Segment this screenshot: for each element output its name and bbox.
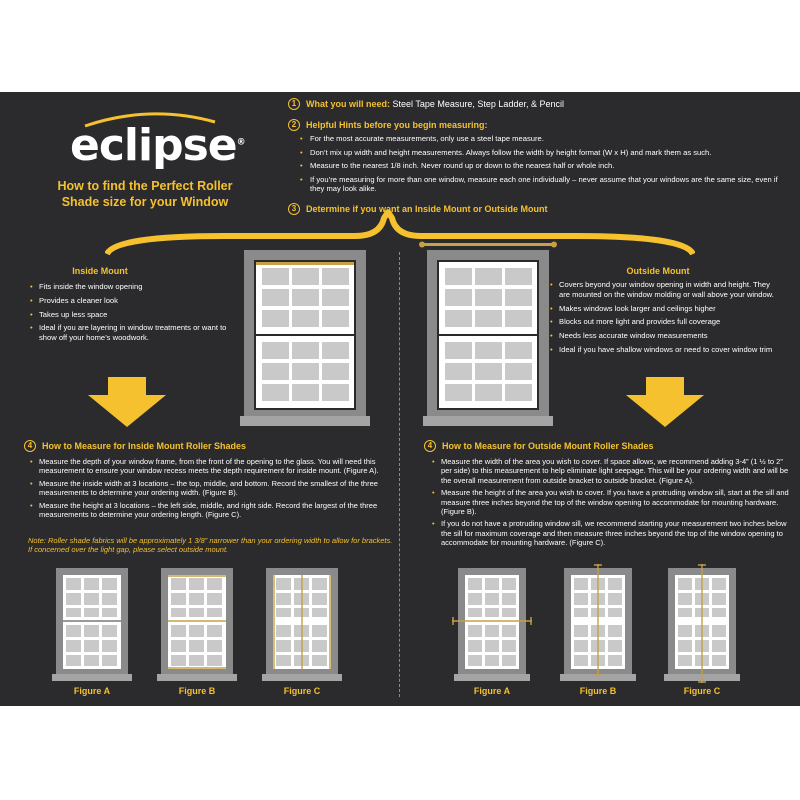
figure-b-label: Figure B bbox=[178, 686, 216, 696]
list-item: • Provides a cleaner look bbox=[30, 296, 230, 306]
inside-mount-benefits bbox=[30, 282, 230, 347]
step-number: 2 bbox=[288, 119, 300, 131]
list-item: • Measure the width of the area you wish to cover. If space allows, we recommend adding 3-4” (1 ½ to 2” per side) to this measurement to help eliminate light seepage. This will be your ordering width and will be the overall measurement from outside bracket to outside bracket. (Figure A). bbox=[432, 457, 792, 485]
title-line-1: How to find the Perfect Roller bbox=[57, 179, 233, 193]
step-label: Determine if you want an Inside Mount or Outside Mount bbox=[306, 204, 548, 214]
brand-logo bbox=[70, 120, 246, 171]
figure-c-label: Figure C bbox=[283, 686, 321, 696]
outside-mount-window-illustration bbox=[418, 238, 558, 428]
step-number: 4 bbox=[24, 440, 36, 452]
outside-figure-b-illustration bbox=[558, 564, 638, 684]
inside-mount-title: Inside Mount bbox=[72, 266, 128, 276]
outside-mount-title: Outside Mount bbox=[626, 266, 690, 276]
outside-measure-steps bbox=[432, 457, 792, 551]
section-title-text: How to Measure for Outside Mount Roller Shades bbox=[442, 441, 654, 451]
figure-a-label: Figure A bbox=[473, 686, 511, 696]
hint-item: • For the most accurate measurements, only use a steel tape measure. bbox=[300, 134, 780, 144]
inside-measure-note: Note: Roller shade fabrics will be approximately 1 3/8” narrower than your ordering width to allow for brackets. If concerned over the light gap, please select outside mount. bbox=[28, 536, 393, 555]
list-item: • Fits inside the window opening bbox=[30, 282, 230, 292]
list-item: • Makes windows look larger and ceilings higher bbox=[550, 304, 775, 314]
list-item: • Measure the height of the area you wish to cover. If you have a protruding window sill, start at the sill and measure three inches beyond the top of the window opening to accommodate for mounting hardware. (Figure B). bbox=[432, 488, 792, 516]
figure-b-label: Figure B bbox=[579, 686, 617, 696]
outside-measure-title bbox=[424, 440, 654, 452]
brace-icon bbox=[105, 210, 695, 260]
logo-registered-mark: ® bbox=[236, 137, 246, 148]
step-what-you-need bbox=[288, 98, 564, 110]
hint-item: • If you’re measuring for more than one window, measure each one individually – never assume that your windows are the same size, even if they may look alike. bbox=[300, 175, 780, 194]
hint-item: • Don’t mix up width and height measurements. Always follow the width by height format (W x H) and mark them as such. bbox=[300, 148, 780, 158]
list-item: • Blocks out more light and provides full coverage bbox=[550, 317, 775, 327]
arrow-down-icon bbox=[626, 377, 704, 427]
inside-figure-c-illustration bbox=[262, 566, 342, 684]
figure-c-label: Figure C bbox=[683, 686, 721, 696]
hints-list bbox=[300, 134, 780, 198]
logo-text: eclipse bbox=[70, 120, 237, 171]
step-text: Steel Tape Measure, Step Ladder, & Pencil bbox=[392, 99, 564, 109]
outside-figure-a-illustration bbox=[452, 564, 532, 684]
column-divider bbox=[399, 252, 400, 697]
list-item: • Measure the inside width at 3 locations – the top, middle, and bottom. Record the smallest of the three measurements to determine your ordering width. (Figure B). bbox=[30, 479, 390, 498]
infographic-panel bbox=[0, 92, 800, 706]
inside-measure-steps bbox=[30, 457, 390, 522]
inside-figure-b-illustration bbox=[157, 566, 237, 684]
section-title-text: How to Measure for Inside Mount Roller Shades bbox=[42, 441, 247, 451]
list-item: • Covers beyond your window opening in width and height. They are mounted on the window molding or wall above your window. bbox=[550, 280, 775, 300]
list-item: • Ideal if you are layering in window treatments or want to show off your home’s woodwork. bbox=[30, 323, 230, 343]
outside-figure-c-illustration bbox=[662, 564, 742, 684]
step-label: What you will need: bbox=[306, 99, 391, 109]
outside-mount-benefits bbox=[550, 280, 775, 359]
title-line-2: Shade size for your Window bbox=[61, 195, 229, 209]
step-number: 4 bbox=[424, 440, 436, 452]
hint-item: • Measure to the nearest 1/8 inch. Never round up or down to the nearest half or whole inch. bbox=[300, 161, 780, 171]
list-item: • Takes up less space bbox=[30, 310, 230, 320]
arrow-down-icon bbox=[88, 377, 166, 427]
step-helpful-hints bbox=[288, 119, 488, 131]
list-item: • Ideal if you have shallow windows or need to cover window trim bbox=[550, 345, 775, 355]
figure-a-label: Figure A bbox=[73, 686, 111, 696]
step-number: 1 bbox=[288, 98, 300, 110]
inside-mount-window-illustration bbox=[240, 248, 370, 428]
list-item: • If you do not have a protruding window sill, we recommend starting your measurement two inches below the sill for maximum coverage and then measure three inches beyond the top of the window opening to accommodate for mounting hardware. (Figure C). bbox=[432, 519, 792, 547]
page-title bbox=[30, 178, 260, 210]
list-item: • Measure the height at 3 locations – the left side, middle, and right side. Record the largest of the three measurements to determine your ordering length. (Figure C). bbox=[30, 501, 390, 520]
step-label: Helpful Hints before you begin measuring: bbox=[306, 120, 488, 130]
inside-figure-a-illustration bbox=[52, 566, 132, 684]
list-item: • Measure the depth of your window frame, from the front of the opening to the glass. You will need this measurement to ensure your window recess meets the depth requirement for inside mount. (Figure A). bbox=[30, 457, 390, 476]
list-item: • Needs less accurate window measurements bbox=[550, 331, 775, 341]
step-number: 3 bbox=[288, 203, 300, 215]
inside-measure-title bbox=[24, 440, 246, 452]
